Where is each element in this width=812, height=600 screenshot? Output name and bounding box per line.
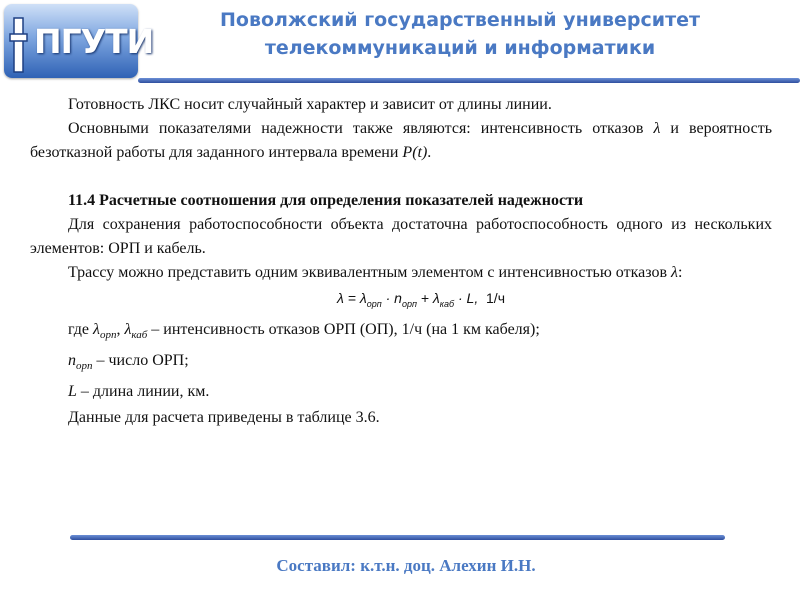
- n-symbol-sub: орп: [76, 360, 93, 373]
- n-line-text: – число ОРП;: [92, 352, 189, 370]
- bottom-divider: [70, 535, 725, 540]
- paragraph-3: Для сохранения работоспособности объекта достаточна работоспособность одного из нескольких элементов: ОРП и кабель.: [30, 216, 772, 257]
- slide-content: [30, 93, 772, 431]
- where-comma: ,: [116, 321, 125, 338]
- formula-sub-1: орп: [366, 298, 382, 309]
- formula-unit: 1/ч: [486, 290, 505, 306]
- where-label: где: [68, 321, 94, 338]
- where-lambda-1: λ: [93, 321, 100, 338]
- university-logo: [4, 4, 154, 78]
- formula-sub-2: орп: [401, 298, 417, 309]
- section-heading: 11.4 Расчетные соотношения для определения показателей надежности: [68, 192, 584, 209]
- paragraph-4-text: Трассу можно представить одним эквивалентным элементом с интенсивностью отказов: [68, 264, 671, 281]
- formula-rest: · L,: [454, 290, 479, 306]
- logo-text: ПГУТИ: [34, 22, 154, 61]
- paragraph-4: [30, 261, 772, 285]
- where-text: – интенсивность отказов ОРП (ОП), 1/ч (на 1 км кабеля);: [147, 321, 540, 338]
- lambda-symbol: λ: [653, 120, 661, 137]
- n-symbol: n: [68, 352, 76, 370]
- title-line-2: телекоммуникаций и информатики: [264, 37, 656, 59]
- l-line: [30, 379, 772, 405]
- l-symbol: L: [68, 383, 77, 401]
- where-lambda-2: λ: [124, 321, 132, 338]
- last-line: Данные для расчета приведены в таблице 3.6.: [68, 409, 380, 427]
- title-line-1: Поволжский государственный университет: [219, 9, 701, 31]
- paragraph-2-end: .: [427, 144, 432, 161]
- formula-plus: + λ: [416, 290, 440, 306]
- paragraph-1: Готовность ЛКС носит случайный характер и зависит от длины линии.: [68, 96, 552, 113]
- lambda-symbol-2: λ: [671, 264, 678, 281]
- spacer: [30, 165, 772, 189]
- footer-author: Составил: к.т.н. доц. Алехин И.Н.: [276, 556, 536, 575]
- top-divider: [138, 78, 800, 83]
- page-title: [150, 6, 770, 62]
- paragraph-2: [30, 117, 772, 165]
- l-line-text: – длина линии, км.: [76, 383, 210, 401]
- pt-symbol: P(t): [402, 144, 428, 161]
- formula: [70, 285, 772, 311]
- where-line: [30, 317, 772, 348]
- formula-sub-3: каб: [439, 298, 455, 309]
- where-lambda-2-sub: каб: [131, 329, 148, 342]
- paragraph-2-text-a: Основными показателями надежности также являются: интенсивность отказов: [68, 120, 654, 137]
- formula-lhs: λ = λ: [337, 290, 367, 306]
- paragraph-4-end: :: [677, 264, 683, 281]
- where-lambda-1-sub: орп: [99, 329, 117, 342]
- n-line: [30, 348, 772, 379]
- formula-n: · n: [381, 290, 402, 306]
- paragraph-2-text-b: и вероятность безотказной работы для заданного интервала времени: [30, 120, 772, 161]
